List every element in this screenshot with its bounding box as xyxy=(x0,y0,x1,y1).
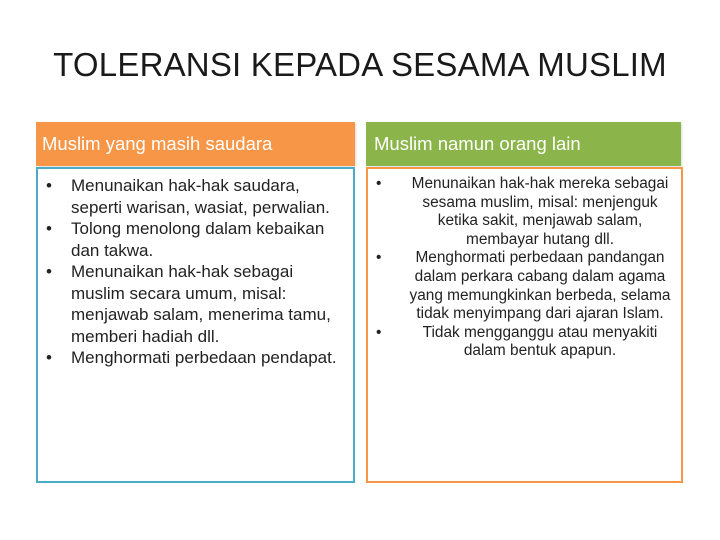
bullet-icon: • xyxy=(376,323,382,341)
bullet-icon: • xyxy=(46,262,52,281)
list-item xyxy=(43,218,343,261)
list-item-text: Menghormati perbedaan pandangan dalam perkara cabang dalam agama yang memungkinkan berbeda, selama tidak menyimpang dari ajaran Islam. xyxy=(409,249,671,323)
page-title: TOLERANSI KEPADA SESAMA MUSLIM xyxy=(53,46,667,83)
list-item xyxy=(373,175,678,249)
list-item-text: Menunaikan hak-hak saudara, seperti warisan, wasiat, perwalian. xyxy=(71,176,330,217)
right-content-box xyxy=(366,167,683,483)
list-item-text: Menunaikan hak-hak sebagai muslim secara umum, misal: menjawab salam, menerima tamu, memberi hadiah dll. xyxy=(71,262,331,346)
bullet-icon: • xyxy=(46,348,52,367)
list-item xyxy=(43,261,343,347)
left-bullet-list xyxy=(43,175,343,369)
list-item xyxy=(43,175,343,218)
right-bullet-list xyxy=(373,175,678,361)
bullet-icon: • xyxy=(46,219,52,238)
bullet-icon: • xyxy=(46,176,52,195)
bullet-icon: • xyxy=(376,249,382,267)
list-item-text: Tidak mengganggu atau menyakiti dalam bentuk apapun. xyxy=(422,323,658,360)
list-item xyxy=(43,347,343,369)
list-item xyxy=(373,249,678,323)
left-content-box xyxy=(36,167,355,483)
right-column-header: Muslim namun orang lain xyxy=(366,122,681,166)
list-item xyxy=(373,324,678,361)
bullet-icon: • xyxy=(376,175,382,192)
list-item-text: Tolong menolong dalam kebaikan dan takwa. xyxy=(71,219,325,260)
list-item-text: Menghormati perbedaan pendapat. xyxy=(71,348,337,367)
list-item-text: Menunaikan hak-hak mereka sebagai sesama muslim, misal: menjenguk ketika sakit, menjawab salam, membayar hutang dll. xyxy=(411,175,669,248)
left-column-header: Muslim yang masih saudara xyxy=(36,122,355,166)
